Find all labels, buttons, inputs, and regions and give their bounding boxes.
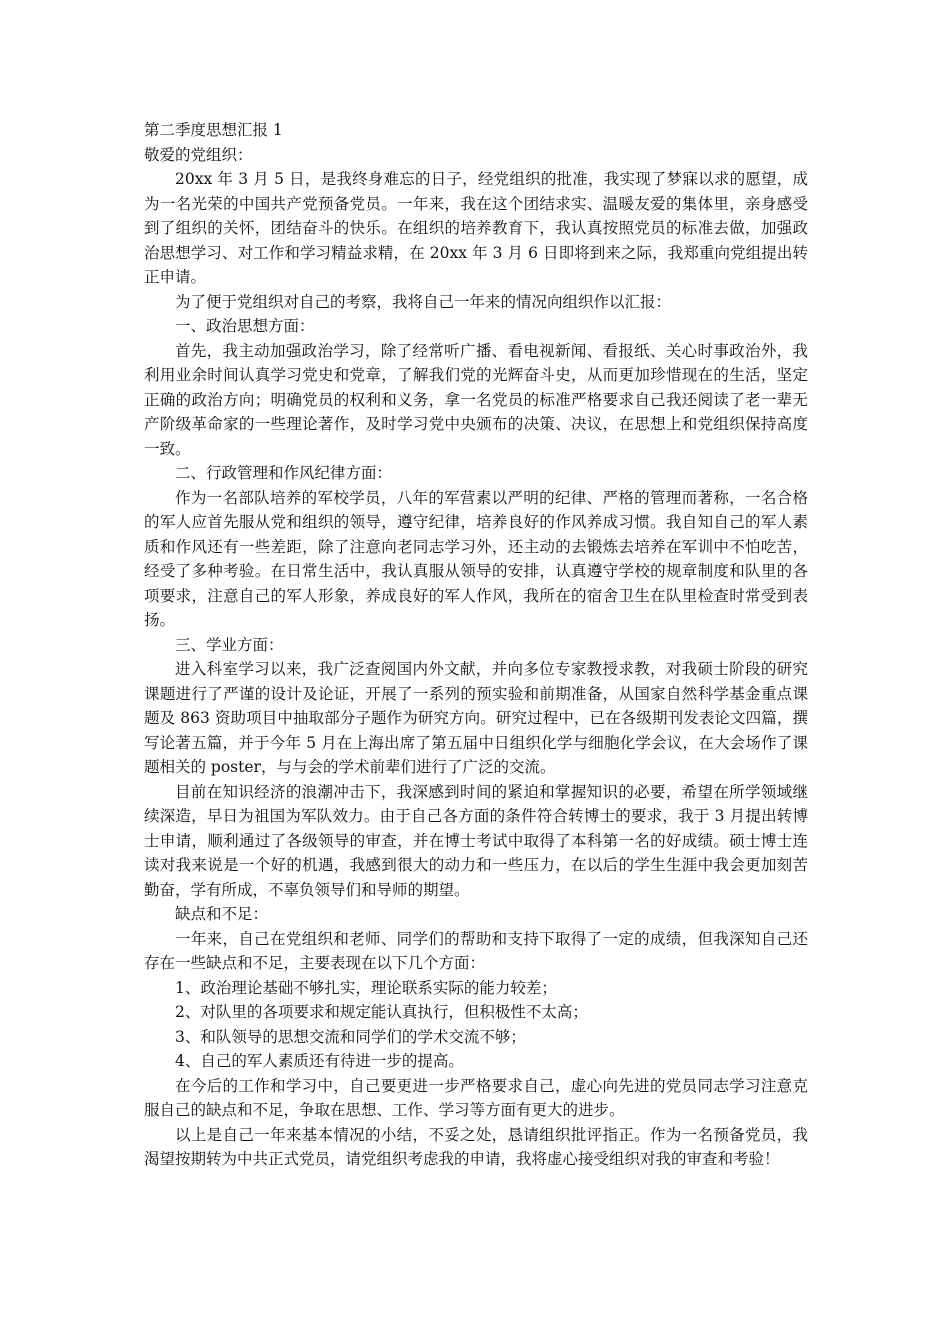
document-body — [144, 118, 808, 1172]
paragraph-conclusion: 以上是自己一年来基本情况的小结，不妥之处，恳请组织批评指正。作为一名预备党员，我渴望按期转为中共正式党员，请党组织考虑我的申请，我将虚心接受组织对我的审查和考验！ — [144, 1125, 808, 1168]
document-title: 第二季度思想汇报 1 — [144, 121, 283, 139]
paragraph-discipline: 作为一名部队培养的军校学员，八年的军营素以严明的纪律、严格的管理而著称，一名合格的军人应首先服从党和组织的领导，遵守纪律，培养良好的作风养成习惯。我自知自己的军人素质和作风还有一些差距，除了注意向老同志学习外，还主动的去锻炼去培养在军训中不怕吃苦，经受了多种考验。在日常生活中，我认真服从领导的安排，认真遵守学校的规章制度和队里的各项要求，注意自己的军人形象，养成良好的军人作风，我所在的宿舍卫生在队里检查时常受到表扬。 — [144, 488, 808, 629]
paragraph-shortcomings-intro: 一年来，自己在党组织和老师、同学们的帮助和支持下取得了一定的成绩，但我深知自己还存在一些缺点和不足，主要表现在以下几个方面： — [144, 929, 808, 972]
section-heading-shortcomings: 缺点和不足： — [175, 905, 269, 923]
shortcoming-item: 3、和队领导的思想交流和同学们的学术交流不够； — [175, 1027, 526, 1046]
section-heading-political: 一、政治思想方面： — [175, 317, 315, 335]
section-heading-academic: 三、学业方面： — [175, 635, 284, 654]
paragraph-report-lead: 为了便于党组织对自己的考察，我将自己一年来的情况向组织作以汇报： — [175, 292, 672, 311]
shortcoming-item: 1、政治理论基础不够扎实，理论联系实际的能力较差； — [175, 978, 557, 997]
section-heading-discipline: 二、行政管理和作风纪律方面： — [175, 464, 393, 482]
shortcoming-item: 2、对队里的各项要求和规定能认真执行，但积极性不太高； — [175, 1003, 588, 1021]
shortcoming-item: 4、自己的军人素质还有待进一步的提高。 — [175, 1052, 464, 1070]
paragraph-academic-future: 目前在知识经济的浪潮冲击下，我深感到时间的紧迫和掌握知识的必要，希望在所学领域继续深造，早日为祖国为军队效力。由于自己各方面的条件符合转博士的要求，我于 3 月提出转博士申请，顺利通过了各级领导的审查，并在博士考试中取得了本科第一名的好成绩。硕士博士连读对我来说是一个好的机遇，我感到很大的动力和一些压力，在以后的学生生涯中我会更加刻苦勤奋，学有所成，不辜负领导们和导师的期望。 — [144, 782, 808, 899]
paragraph-political: 首先，我主动加强政治学习，除了经常听广播、看电视新闻、看报纸、关心时事政治外，我利用业余时间认真学习党史和党章，了解我们党的光辉奋斗史，从而更加珍惜现在的生活，坚定正确的政治方向；明确党员的权利和义务，拿一名党员的标准严格要求自己我还阅读了老一辈无产阶级革命家的一些理论著作，及时学习党中央颁布的决策、决议，在思想上和党组织保持高度一致。 — [144, 341, 808, 458]
paragraph-future-plan: 在今后的工作和学习中，自己要更进一步严格要求自己，虚心向先进的党员同志学习注意克服自己的缺点和不足，争取在思想、工作、学习等方面有更大的进步。 — [144, 1076, 808, 1119]
salutation: 敬爱的党组织： — [144, 145, 253, 164]
paragraph-intro: 20xx 年 3 月 5 日，是我终身难忘的日子，经党组织的批准，我实现了梦寐以求的愿望，成为一名光荣的中国共产党预备党员。一年来，我在这个团结求实、温暖友爱的集体里，亲身感受到了组织的关怀，团结奋斗的快乐。在组织的培养教育下，我认真按照党员的标准去做，加强政治思想学习、对工作和学习精益求精，在 20xx 年 3 月 6 日即将到来之际，我郑重向党组提出转正申请。 — [144, 170, 808, 286]
paragraph-academic-research: 进入科室学习以来，我广泛查阅国内外文献，并向多位专家教授求教，对我硕士阶段的研究课题进行了严谨的设计及论证，开展了一系列的预实验和前期准备，从国家自然科学基金重点课题及 863 资助项目中抽取部分子题作为研究方向。研究过程中，已在各级期刊发表论文四篇，撰写论著五篇，并于今年 5 月在上海出席了第五届中日组织化学与细胞化学会议，在大会场作了课题相关的 poster，与与会的学术前辈们进行了广泛的交流。 — [144, 660, 808, 776]
